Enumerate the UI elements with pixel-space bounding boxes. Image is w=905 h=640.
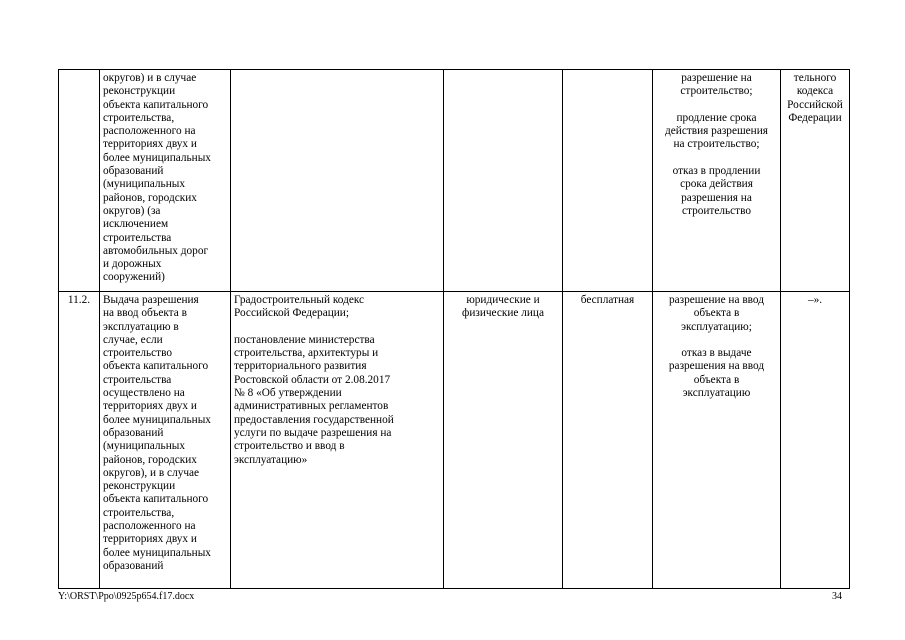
applicants-cell	[444, 70, 563, 292]
table-row	[59, 70, 850, 292]
services-table	[58, 69, 850, 589]
cell-text-line: Градостроительный кодекс	[234, 294, 365, 306]
fee-cell	[563, 292, 653, 589]
cell-text-line: отказ в выдаче	[681, 347, 752, 360]
cell-text-line: бесплатная	[580, 294, 635, 306]
cell-text-line: разрешения на	[681, 191, 752, 204]
cell-text-line: действия разрешения	[665, 125, 768, 138]
cell-text-line: на ввод объекта в	[103, 307, 187, 320]
footer-file-path: Y:\ORST\Ppo\0925p654.f17.docx	[58, 591, 195, 602]
cell-text-line: разрешение на ввод	[669, 294, 764, 306]
cell-text-line: расположенного на	[103, 125, 196, 138]
cell-text-line: Выдача разрешения	[103, 294, 199, 306]
cell-text-line: объекта капитального	[103, 360, 209, 373]
cell-text-line: тельного	[793, 72, 837, 84]
fee-cell	[563, 70, 653, 292]
cell-text-line: более муниципальных	[103, 151, 211, 164]
cell-text-line: строительства, архитектуры и	[234, 347, 379, 360]
service-name-cell	[100, 292, 231, 589]
cell-text-line: строительство и ввод в	[234, 440, 345, 453]
cell-text-line: строительства,	[103, 506, 175, 519]
cell-text-line: отказ в продлении	[672, 165, 761, 178]
cell-text-line: образований	[103, 559, 164, 572]
cell-text-line: –».	[807, 294, 823, 306]
cell-text-line: предоставления государственной	[234, 413, 394, 426]
cell-text-line: более муниципальных	[103, 413, 211, 426]
service-name-cell	[100, 70, 231, 292]
cell-text-line: строительство	[103, 347, 173, 360]
cell-text-line: территориях двух и	[103, 533, 197, 546]
table-row	[59, 292, 850, 589]
cell-text-line: территориального развития	[234, 360, 367, 373]
cell-text-line: территориях двух и	[103, 138, 197, 151]
cell-text-line: услуги по выдаче разрешения на	[234, 426, 392, 439]
cell-text-line: случае, если	[103, 333, 163, 346]
cell-text-line: постановление министерства	[234, 333, 375, 346]
cell-text-line: строительство;	[680, 85, 753, 98]
legal-basis-cell	[231, 70, 444, 292]
cell-text-line: Российской	[787, 98, 843, 111]
paragraph-gap	[656, 99, 777, 112]
cell-text-line: сооружений)	[103, 271, 165, 284]
cell-text-line: объекта капитального	[103, 493, 209, 506]
cell-text-line: автомобильных дорог	[103, 244, 209, 257]
cell-text-line: строительство	[681, 204, 752, 217]
cell-text-line: строительства	[103, 373, 172, 386]
legal-basis-cell	[231, 292, 444, 589]
applicants-cell	[444, 292, 563, 589]
service-number-cell	[59, 292, 100, 589]
cell-text-line: (муниципальных	[103, 440, 185, 453]
cell-text-line: строительства,	[103, 111, 175, 124]
cell-text-line: расположенного на	[103, 520, 196, 533]
cell-text-line: округов) (за	[103, 204, 161, 217]
note-cell	[781, 292, 850, 589]
paragraph-gap	[234, 321, 440, 334]
cell-text-line: округов) и в случае	[103, 72, 197, 84]
footer-page-number: 34	[832, 591, 842, 602]
cell-text-line: 11.2.	[67, 294, 91, 306]
cell-text-line: строительства	[103, 231, 172, 244]
cell-text-line: физические лица	[462, 307, 544, 320]
cell-text-line: разрешения на ввод	[668, 360, 765, 373]
note-cell	[781, 70, 850, 292]
cell-text-line: эксплуатацию»	[234, 453, 308, 466]
cell-text-line: Российской Федерации;	[234, 307, 349, 320]
cell-text-line: (муниципальных	[103, 178, 185, 191]
cell-text-line: районов, городских	[103, 191, 197, 204]
result-cell	[653, 292, 781, 589]
cell-text-line: эксплуатацию	[682, 387, 751, 400]
service-number-cell	[59, 70, 100, 292]
cell-text-line: реконструкции	[103, 85, 176, 98]
cell-text-line: реконструкции	[103, 480, 176, 493]
cell-text-line: районов, городских	[103, 453, 197, 466]
paragraph-gap	[656, 152, 777, 165]
cell-text-line: объекта капитального	[103, 98, 209, 111]
cell-text-line: осуществлено на	[103, 387, 185, 400]
cell-text-line: Федерации	[788, 111, 842, 124]
cell-text-line: Ростовской области от 2.08.2017	[234, 373, 391, 386]
cell-text-line: образований	[103, 165, 164, 178]
cell-text-line: исключением	[103, 218, 169, 231]
cell-text-line: срока действия	[680, 178, 753, 191]
cell-text-line: территориях двух и	[103, 400, 197, 413]
cell-text-line: № 8 «Об утверждении	[234, 387, 342, 400]
cell-text-line: эксплуатацию в	[103, 320, 179, 333]
cell-text-line: юридические и	[466, 294, 540, 306]
cell-text-line: объекта в	[693, 373, 740, 386]
cell-text-line: продление срока	[676, 111, 757, 124]
cell-text-line: и дорожных	[103, 258, 162, 271]
cell-text-line: на строительство;	[673, 138, 760, 151]
cell-text-line: более муниципальных	[103, 546, 211, 559]
cell-text-line: образований	[103, 426, 164, 439]
cell-text-line: кодекса	[796, 85, 834, 98]
cell-text-line: объекта в	[693, 307, 740, 320]
cell-text-line: эксплуатацию;	[681, 320, 752, 333]
result-cell	[653, 70, 781, 292]
cell-text-line: округов), и в случае	[103, 466, 200, 479]
paragraph-gap	[656, 334, 777, 347]
cell-text-line: административных регламентов	[234, 400, 389, 413]
cell-text-line: разрешение на	[681, 72, 752, 84]
